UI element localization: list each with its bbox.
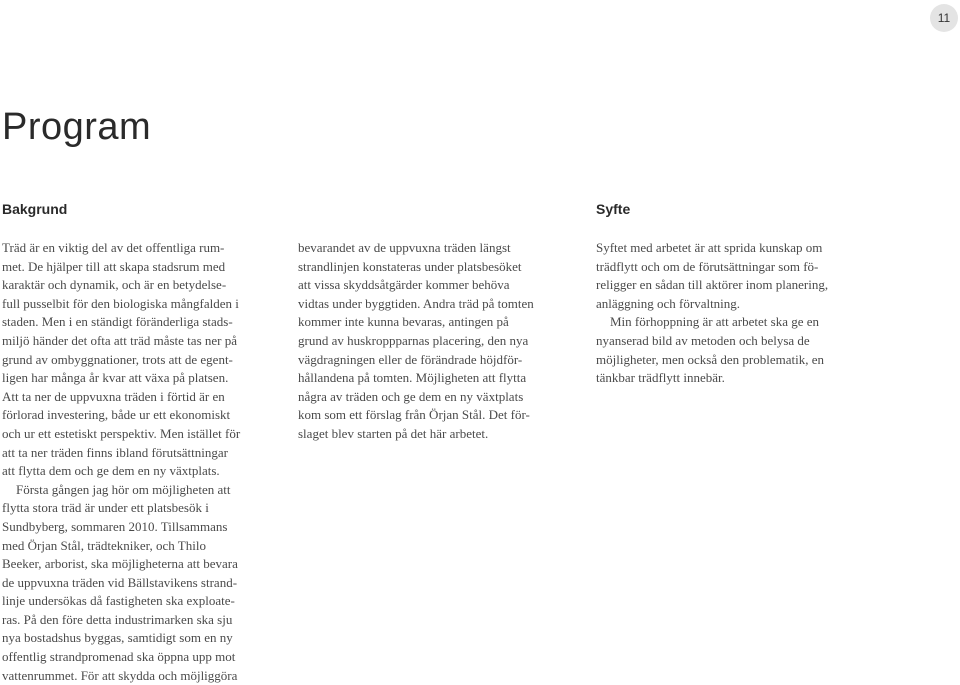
text-column-3 (596, 239, 896, 388)
text-line: trädflytt och om de förutsättningar som fö- (596, 258, 819, 274)
text-line: förlorad investering, både ur ett ekonomiskt (2, 407, 231, 423)
text-line: vägdragningen eller de förändrade höjdför- (298, 351, 523, 367)
text-line: staden. Men i en ständigt föränderliga stads- (2, 314, 233, 330)
text-line: att vissa skyddsåtgärder kommer behöva (298, 277, 510, 293)
section-heading-bakgrund: Bakgrund (2, 201, 68, 217)
text-line: met. De hjälper till att skapa stadsrum med (2, 258, 226, 274)
text-line: Min förhoppning är att arbetet ska ge en (610, 314, 820, 330)
text-column-1 (2, 239, 292, 685)
text-line: hållandena på tomten. Möjligheten att flytta (298, 370, 527, 386)
text-line: Sundbyberg, sommaren 2010. Tillsammans (2, 518, 228, 534)
text-line: karaktär och dynamik, och är en betydelse- (2, 277, 227, 293)
text-line: miljö händer det ofta att träd måste tas ner på (2, 332, 237, 348)
text-line: nya bostadshus byggas, samtidigt som en ny (2, 630, 233, 646)
text-line: bevarandet av de uppvuxna träden längst (298, 240, 511, 255)
text-line: att ta ner träden finns ibland förutsättningar (2, 444, 228, 460)
paragraph (2, 481, 292, 685)
text-line: anläggning och förvaltning. (596, 295, 741, 311)
text-line: nyanserad bild av metoden och belysa de (596, 332, 810, 348)
text-line: religger en sådan till aktörer inom planering, (596, 277, 829, 293)
text-line: strandlinjen konstateras under platsbesöket (298, 258, 522, 274)
paragraph (298, 239, 588, 444)
text-line: Träd är en viktig del av det offentliga rum- (2, 240, 225, 255)
text-line: grund av huskroppparnas placering, den nya (298, 332, 529, 348)
text-line: vidtas under byggtiden. Andra träd på tomten (298, 295, 534, 311)
text-line: möjligheter, men också den problematik, en (596, 351, 824, 367)
section-heading-syfte: Syfte (596, 201, 631, 217)
text-line: Beeker, arborist, ska möjligheterna att bevara (2, 556, 238, 572)
page-title: Program (2, 106, 152, 148)
text-line: slaget blev starten på det här arbetet. (298, 425, 489, 441)
text-line: flytta stora träd är under ett platsbesök i (2, 500, 209, 516)
paragraph (596, 313, 896, 387)
text-line: grund av ombyggnationer, trots att de egent- (2, 351, 233, 367)
text-line: full pusselbit för den biologiska mångfalden i (2, 295, 239, 311)
text-line: de uppvuxna träden vid Bällstavikens strand- (2, 574, 238, 590)
text-line: linje undersökas då fastigheten ska exploate- (2, 593, 235, 609)
page-number: 11 (937, 11, 951, 25)
text-line: några av träden och ge dem en ny växtplats (298, 388, 524, 404)
text-line: med Örjan Stål, trädtekniker, och Thilo (2, 537, 206, 553)
paragraph (596, 239, 896, 313)
text-line: ligen har många år kvar att växa på platsen. (2, 370, 229, 386)
text-line: att flytta dem och ge dem en ny växtplats. (2, 463, 220, 479)
text-line: vattenrummet. För att skydda och möjliggöra (2, 667, 238, 683)
paragraph (2, 239, 292, 481)
text-line: tänkbar trädflytt innebär. (596, 370, 725, 386)
text-line: offentlig strandpromenad ska öppna upp mot (2, 649, 236, 665)
text-column-2 (298, 239, 588, 444)
text-line: och ur ett estetiskt perspektiv. Men istället för (2, 425, 241, 441)
text-line: Att ta ner de uppvuxna träden i förtid är en (2, 388, 225, 404)
text-line: kommer inte kunna bevaras, antingen på (298, 314, 509, 330)
page-number-badge (930, 4, 958, 32)
text-line: kom som ett förslag från Örjan Stål. Det för- (298, 407, 530, 423)
text-line: Första gången jag hör om möjligheten att (16, 481, 231, 497)
text-line: ras. På den före detta industrimarken ska sju (2, 611, 233, 627)
text-line: Syftet med arbetet är att sprida kunskap om (596, 240, 823, 255)
